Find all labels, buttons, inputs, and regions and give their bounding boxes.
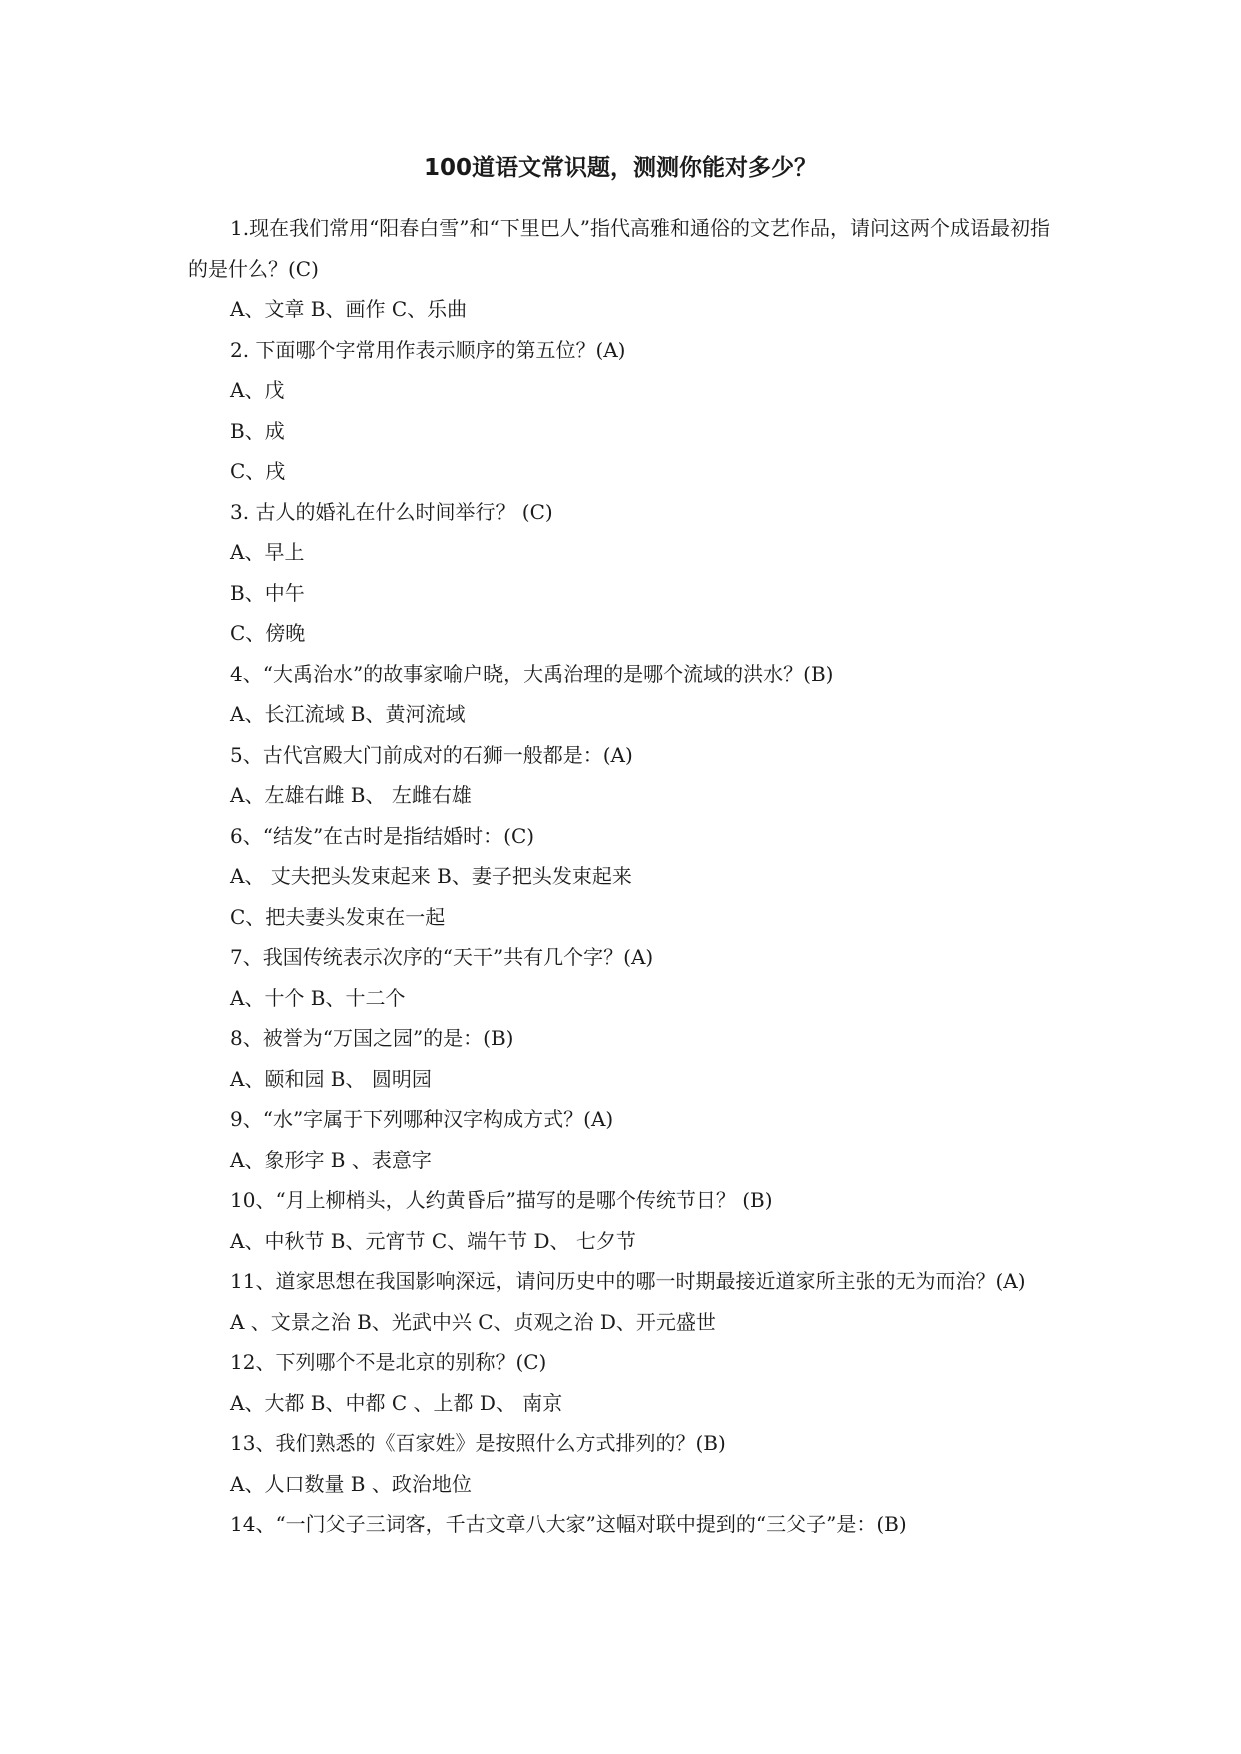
options-13: A、人口数量 B 、政治地位 [230,1471,472,1496]
option-3a: A、早上 [230,540,305,564]
option-2c: C、戌 [230,459,286,483]
question-9: 9、“水”字属于下列哪种汉字构成方式？(A) [230,1107,614,1131]
question-2: 2. 下面哪个字常用作表示顺序的第五位？(A) [230,337,626,362]
option-3c: C、傍晚 [230,621,306,645]
options-10: A、中秋节 B、元宵节 C、端午节 D、 七夕节 [230,1228,636,1253]
options-7: A、十个 B、十二个 [230,985,406,1010]
question-11: 11、道家思想在我国影响深远，请问历史中的哪一时期最接近道家所主张的无为而治？(A) [230,1269,1026,1293]
options-5: A、左雄右雌 B、 左雌右雄 [230,783,472,807]
question-3: 3. 古人的婚礼在什么时间举行？ (C) [230,499,553,524]
option-6c: C、把夫妻头发束在一起 [230,904,446,929]
options-8: A、颐和园 B、 圆明园 [230,1066,432,1091]
options-6ab: A、 丈夫把头发束起来 B、妻子把头发束起来 [230,864,632,888]
options-11: A 、文景之治 B、光武中兴 C、贞观之治 D、开元盛世 [230,1309,716,1334]
question-5: 5、古代宫殿大门前成对的石狮一般都是：(A) [230,742,633,767]
document-body [188,208,1058,1545]
question-10: 10、“月上柳梢头，人约黄昏后”描写的是哪个传统节日？ (B) [230,1188,773,1212]
options-1: A、文章 B、画作 C、乐曲 [230,297,468,321]
question-1: 1.现在我们常用“阳春白雪”和“下里巴人”指代高雅和通俗的文艺作品，请问这两个成语最初指的是什么？(C) [188,216,1050,281]
options-4: A、长江流域 B、黄河流域 [230,702,466,726]
question-13: 13、我们熟悉的《百家姓》是按照什么方式排列的？(B) [230,1431,726,1455]
options-12: A、大都 B、中都 C 、上都 D、 南京 [230,1390,563,1415]
question-7: 7、我国传统表示次序的“天干”共有几个字？(A) [230,945,654,969]
question-12: 12、下列哪个不是北京的别称？(C) [230,1350,547,1374]
option-3b: B、中午 [230,580,305,605]
page-title: 100道语文常识题，测测你能对多少？ [423,155,817,181]
option-2b: B、成 [230,418,285,443]
question-8: 8、被誉为“万国之园”的是：(B) [230,1026,514,1050]
question-4: 4、“大禹治水”的故事家喻户晓，大禹治理的是哪个流域的洪水？(B) [230,661,834,686]
option-2a: A、戊 [230,378,285,402]
question-6: 6、“结发”在古时是指结婚时：(C) [230,823,535,848]
question-14: 14、“一门父子三词客，千古文章八大家”这幅对联中提到的“三父子”是：(B) [230,1512,907,1536]
options-9: A、象形字 B 、表意字 [230,1147,432,1172]
